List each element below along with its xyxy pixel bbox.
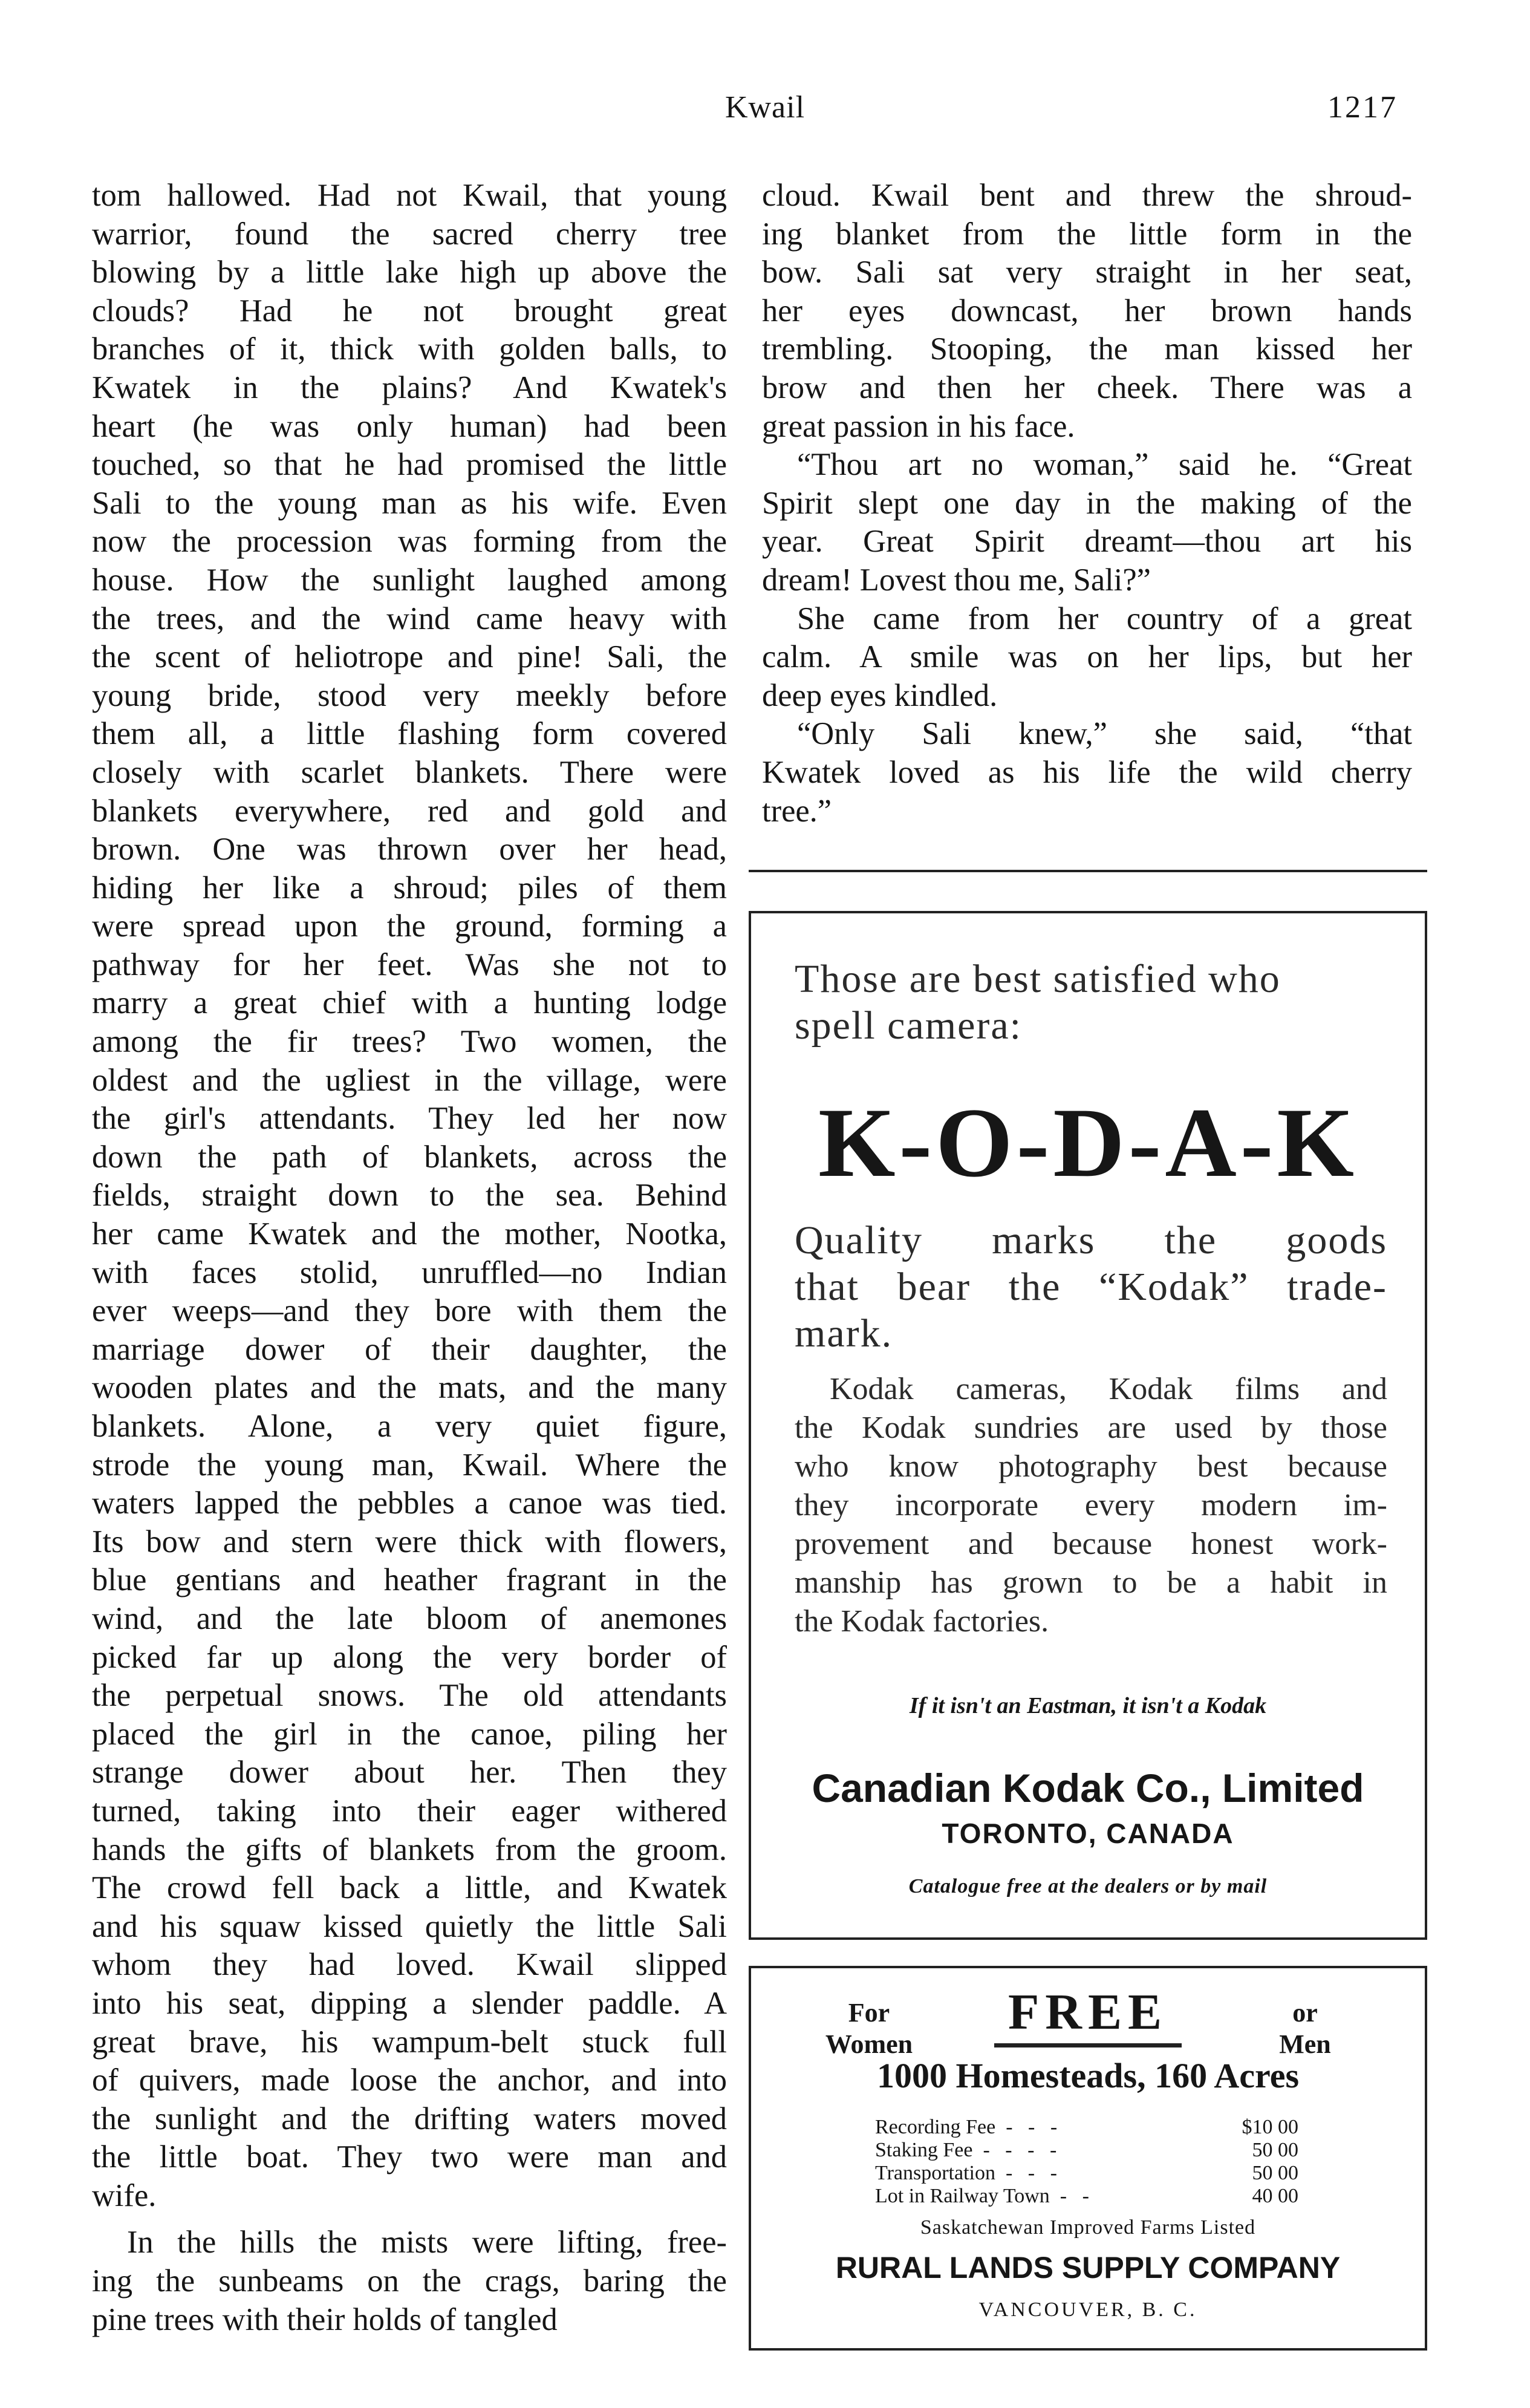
text-line: into his seat, dipping a slender paddle. A (92, 1985, 727, 2021)
fee-row (875, 2162, 1298, 2185)
text-line: Kwatek loved as his life the wild cherry (762, 754, 1412, 790)
text-line: The crowd fell back a little, and Kwatek (92, 1870, 727, 1906)
text-line: ever weeps—and they bore with them the (92, 1293, 727, 1329)
homestead-advertisement (749, 1966, 1427, 2351)
text-line: among the fir trees? Two women, the (92, 1024, 727, 1060)
kodak-body-text (795, 1370, 1387, 1641)
text-line: whom they had loved. Kwail slipped (92, 1947, 727, 1983)
text-line: blowing by a little lake high up above the (92, 255, 727, 290)
text-line: Spirit slept one day in the making of the (762, 485, 1412, 521)
text-line: now the procession was forming from the (92, 524, 727, 560)
kodak-tagline: If it isn't an Eastman, it isn't a Kodak (909, 1693, 1267, 1718)
fee-amount: $10 00 (1242, 2116, 1298, 2138)
text-line: cloud. Kwail bent and threw the shroud- (762, 178, 1412, 213)
text-line: that bear the “Kodak” trade- (795, 1265, 1387, 1309)
text-line: blankets everywhere, red and gold and (92, 793, 727, 829)
text-line: the Kodak factories. (795, 1604, 1049, 1639)
text-line: Kodak cameras, Kodak films and (830, 1372, 1387, 1406)
text-line: the little boat. They two were man and (92, 2139, 727, 2175)
text-line: dream! Lovest thou me, Sali?” (762, 562, 1151, 598)
text-line: the Kodak sundries are used by those (795, 1411, 1387, 1445)
text-line: “Thou art no woman,” said he. “Great (797, 447, 1412, 483)
text-line: marriage dower of their daughter, the (92, 1331, 727, 1367)
text-line: fields, straight down to the sea. Behind (92, 1178, 727, 1213)
page-number: 1217 (1327, 90, 1398, 125)
or-label: or (1292, 1998, 1318, 2028)
text-line: She came from her country of a great (797, 601, 1412, 636)
text-line: were spread upon the ground, forming a (92, 909, 727, 944)
text-line: bow. Sali sat very straight in her seat, (762, 255, 1412, 290)
text-line: hiding her like a shroud; piles of them (92, 870, 727, 905)
text-line: the perpetual snows. The old attendants (92, 1678, 727, 1714)
fee-label: Lot in Railway Town - - (875, 2185, 1089, 2207)
fee-table (875, 2116, 1298, 2208)
fee-row (875, 2116, 1298, 2139)
kodak-lead (795, 956, 1387, 1049)
text-line: year. Great Spirit dreamt—thou art his (762, 524, 1412, 560)
rural-lands-company: RURAL LANDS SUPPLY COMPANY (835, 2251, 1341, 2285)
text-line: Kwatek in the plains? And Kwatek's (92, 370, 727, 405)
fee-row (875, 2139, 1298, 2162)
text-line: the trees, and the wind came heavy with (92, 601, 727, 636)
text-line: her came Kwatek and the mother, Nootka, (92, 1216, 727, 1252)
text-line: tom hallowed. Had not Kwail, that young (92, 178, 727, 213)
text-line: great brave, his wampum-belt stuck full (92, 2024, 727, 2060)
story-left-column (92, 177, 727, 2339)
fee-amount: 40 00 (1252, 2185, 1298, 2207)
text-line: marry a great chief with a hunting lodge (92, 985, 727, 1021)
kodak-company: Canadian Kodak Co., Limited (812, 1766, 1364, 1810)
text-line: calm. A smile was on her lips, but her (762, 639, 1412, 675)
text-line: the sunlight and the drifting waters moved (92, 2101, 727, 2136)
text-line: who know photography best because (795, 1449, 1387, 1484)
story-right-column (762, 177, 1412, 830)
text-line: down the path of blankets, across the (92, 1139, 727, 1175)
text-line: branches of it, thick with golden balls, to (92, 331, 727, 367)
rural-lands-city: VANCOUVER, B. C. (978, 2299, 1197, 2321)
running-title: Kwail (724, 90, 806, 125)
text-line: provement and because honest work- (795, 1527, 1387, 1561)
men-label: Men (1279, 2029, 1331, 2059)
text-line: pathway for her feet. Was she not to (92, 947, 727, 982)
text-line: wooden plates and the mats, and the many (92, 1370, 727, 1406)
text-line: ing blanket from the little form in the (762, 216, 1412, 252)
text-line: of quivers, made loose the anchor, and into (92, 2063, 727, 2098)
kodak-city: TORONTO, CANADA (942, 1818, 1234, 1849)
text-line: ing the sunbeams on the crags, baring the (92, 2263, 727, 2299)
text-line: blankets. Alone, a very quiet figure, (92, 1409, 727, 1444)
women-label: Women (825, 2029, 913, 2059)
text-line: young bride, stood very meekly before (92, 677, 727, 713)
text-line: Sali to the young man as his wife. Even (92, 485, 727, 521)
text-line: wind, and the late bloom of anemones (92, 1600, 727, 1636)
text-line: waters lapped the pebbles a canoe was tied. (92, 1486, 727, 1521)
text-line: “Only Sali knew,” she said, “that (797, 716, 1412, 752)
text-line: brow and then her cheek. There was a (762, 370, 1412, 405)
text-line: heart (he was only human) had been (92, 408, 727, 444)
text-line: they incorporate every modern im- (795, 1488, 1387, 1522)
text-line: closely with scarlet blankets. There were (92, 754, 727, 790)
text-line: deep eyes kindled. (762, 677, 998, 713)
text-line: her eyes downcast, her brown hands (762, 293, 1412, 328)
text-line: pine trees with their holds of tangled (92, 2302, 558, 2337)
text-line: clouds? Had he not brought great (92, 293, 727, 328)
text-line: and his squaw kissed quietly the little Sali (92, 1908, 727, 1944)
kodak-quality-text (795, 1217, 1387, 1357)
free-underline (994, 2043, 1182, 2047)
text-line: tree.” (762, 793, 832, 829)
text-line: blue gentians and heather fragrant in the (92, 1562, 727, 1598)
kodak-catalogue-note: Catalogue free at the dealers or by mail (908, 1875, 1268, 1897)
or-men-label (1232, 1997, 1378, 2060)
text-line: house. How the sunlight laughed among (92, 562, 727, 598)
text-line: touched, so that he had promised the little (92, 447, 727, 483)
text-line: mark. (795, 1311, 893, 1356)
text-line: them all, a little flashing form covered (92, 716, 727, 752)
text-line: Its bow and stern were thick with flowers, (92, 1524, 727, 1559)
text-line: In the hills the mists were lifting, free- (127, 2225, 727, 2260)
kodak-advertisement (749, 911, 1427, 1940)
text-line: strange dower about her. Then they (92, 1755, 727, 1790)
free-headline: FREE (1008, 1984, 1168, 2040)
column-rule (749, 870, 1427, 872)
fee-amount: 50 00 (1252, 2139, 1298, 2161)
fee-label: Recording Fee - - - (875, 2116, 1058, 2138)
homesteads-headline: 1000 Homesteads, 160 Acres (876, 2056, 1300, 2095)
text-line: warrior, found the sacred cherry tree (92, 216, 727, 252)
text-line: hands the gifts of blankets from the groom. (92, 1832, 727, 1867)
text-line: great passion in his face. (762, 408, 1075, 444)
text-line: wife. (92, 2178, 157, 2213)
text-line: the girl's attendants. They led her now (92, 1101, 727, 1137)
for-label: For (848, 1998, 890, 2028)
kodak-lead-line: Those are best satisfied who (795, 957, 1281, 1001)
kodak-logo: K-O-D-A-K (818, 1088, 1358, 1198)
text-line: the scent of heliotrope and pine! Sali, the (92, 639, 727, 675)
fee-label: Transportation - - - (875, 2162, 1057, 2184)
text-line: picked far up along the very border of (92, 1639, 727, 1675)
text-line: placed the girl in the canoe, piling her (92, 1716, 727, 1752)
fee-amount: 50 00 (1252, 2162, 1298, 2184)
listing-note: Saskatchewan Improved Farms Listed (920, 2216, 1256, 2239)
text-line: manship has grown to be a habit in (795, 1565, 1387, 1600)
text-line: brown. One was thrown over her head, (92, 832, 727, 867)
text-line: with faces stolid, unruffled—no Indian (92, 1255, 727, 1290)
text-line: trembling. Stooping, the man kissed her (762, 331, 1412, 367)
text-line: oldest and the ugliest in the village, were (92, 1062, 727, 1098)
fee-row (875, 2185, 1298, 2208)
fee-label: Staking Fee - - - - (875, 2139, 1057, 2161)
kodak-lead-line: spell camera: (795, 1003, 1022, 1048)
text-line: turned, taking into their eager withered (92, 1793, 727, 1829)
text-line: strode the young man, Kwail. Where the (92, 1447, 727, 1483)
text-line: Quality marks the goods (795, 1218, 1387, 1262)
